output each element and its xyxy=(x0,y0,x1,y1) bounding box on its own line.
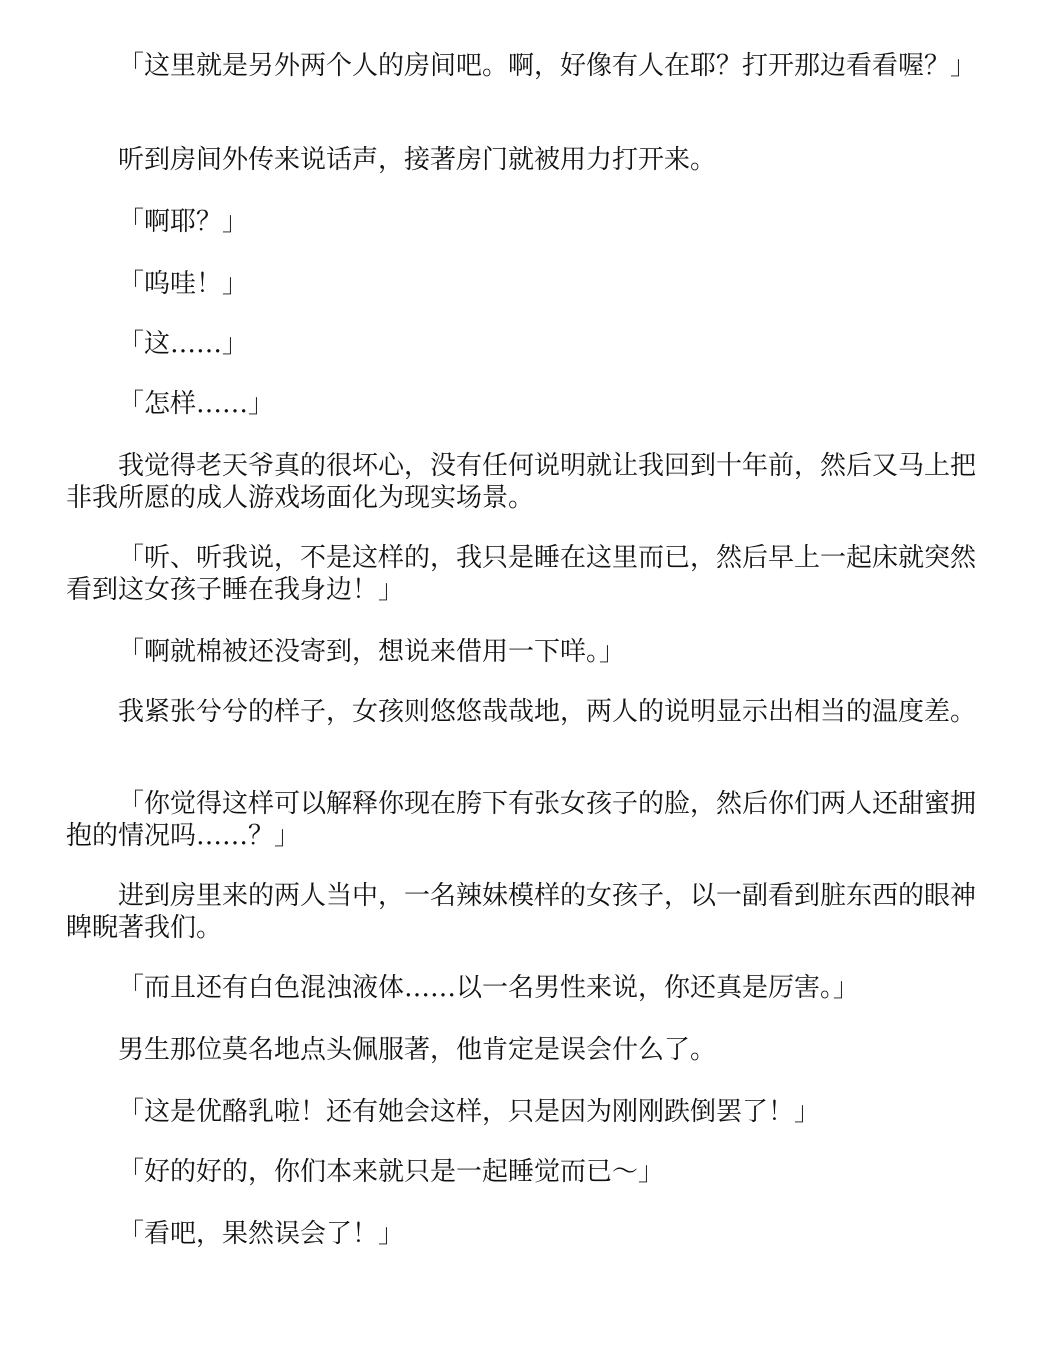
paragraph-3: 「啊耶？」 xyxy=(118,207,249,237)
paragraph-7: 我觉得老天爷真的很坏心，没有任何说明就让我回到十年前，然后又马上把非我所愿的成人游戏场面化为现实场景。 xyxy=(66,451,977,513)
paragraph-14: 男生那位莫名地点头佩服著，他肯定是误会什么了。 xyxy=(118,1035,717,1065)
paragraph-11: 「你觉得这样可以解释你现在胯下有张女孩子的脸，然后你们两人还甜蜜拥抱的情况吗……？」 xyxy=(66,789,977,851)
paragraph-6: 「怎样……」 xyxy=(118,389,275,419)
paragraph-10: 我紧张兮兮的样子，女孩则悠悠哉哉地，两人的说明显示出相当的温度差。 xyxy=(118,697,977,727)
paragraph-9: 「啊就棉被还没寄到，想说来借用一下咩。」 xyxy=(118,637,626,667)
paragraph-15: 「这是优酪乳啦！还有她会这样，只是因为刚刚跌倒罢了！」 xyxy=(118,1097,821,1127)
paragraph-1: 「这里就是另外两个人的房间吧。啊，好像有人在耶？打开那边看看喔？」 xyxy=(118,51,977,81)
paragraph-16: 「好的好的，你们本来就只是一起睡觉而已～」 xyxy=(118,1157,665,1187)
paragraph-2: 听到房间外传来说话声，接著房门就被用力打开来。 xyxy=(118,145,717,175)
paragraph-4: 「呜哇！」 xyxy=(118,269,249,299)
paragraph-8: 「听、听我说，不是这样的，我只是睡在这里而已，然后早上一起床就突然看到这女孩子睡在我身边！」 xyxy=(66,543,977,605)
paragraph-5: 「这……」 xyxy=(118,329,249,359)
paragraph-12: 进到房里来的两人当中，一名辣妹模样的女孩子，以一副看到脏东西的眼神睥睨著我们。 xyxy=(66,881,977,943)
paragraph-13: 「而且还有白色混浊液体……以一名男性来说，你还真是厉害。」 xyxy=(118,973,860,1003)
paragraph-17: 「看吧，果然误会了！」 xyxy=(118,1219,405,1249)
